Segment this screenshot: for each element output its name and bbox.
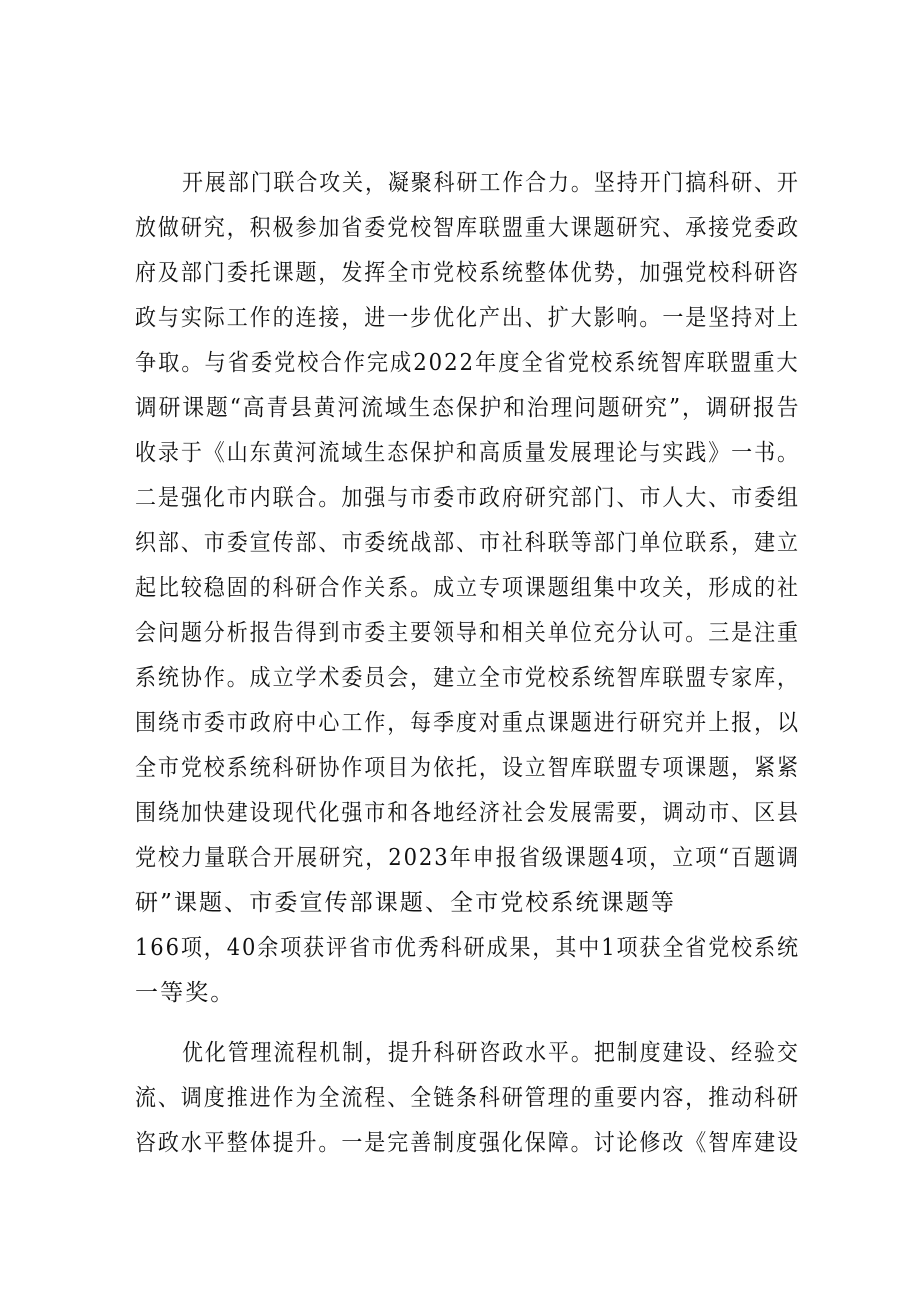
text-line: 二是强化市内联合。加强与市委市政府研究部门、市人大、市委组 <box>135 485 800 511</box>
text-line: 研”课题、市委宣传部课题、全市党校系统课题等 <box>135 890 676 916</box>
text-line: 调研课题“高青县黄河流域生态保护和治理问题研究”，调研报告 <box>135 395 801 421</box>
text-line: 流、调度推进作为全流程、全链条科研管理的重要内容，推动科研 <box>135 1085 800 1111</box>
text-line: 围绕加快建设现代化强市和各地经济社会发展需要，调动市、区县 <box>135 800 800 826</box>
text-line: 起比较稳固的科研合作关系。成立专项课题组集中攻关，形成的社 <box>135 575 800 601</box>
text-line: 系统协作。成立学术委员会，建立全市党校系统智库联盟专家库， <box>135 665 800 691</box>
text-line: 收录于《山东黄河流域生态保护和高质量发展理论与实践》一书。 <box>135 440 800 466</box>
text-line: 政与实际工作的连接，进一步优化产出、扩大影响。一是坚持对上 <box>135 305 800 331</box>
text-line: 全市党校系统科研协作项目为依托，设立智库联盟专项课题，紧紧 <box>135 755 800 781</box>
text-line: 党校力量联合开展研究，2023年申报省级课题4项，立项“百题调 <box>135 845 800 871</box>
text-line: 会问题分析报告得到市委主要领导和相关单位充分认可。三是注重 <box>135 620 800 646</box>
text-line: 争取。与省委党校合作完成2022年度全省党校系统智库联盟重大 <box>135 350 800 376</box>
text-line: 围绕市委市政府中心工作，每季度对重点课题进行研究并上报，以 <box>135 710 800 736</box>
text-line: 一等奖。 <box>135 980 236 1006</box>
text-line: 166项，40余项获评省市优秀科研成果，其中1项获全省党校系统 <box>135 935 800 961</box>
text-line: 咨政水平整体提升。一是完善制度强化保障。讨论修改《智库建设 <box>135 1130 800 1156</box>
text-line: 织部、市委宣传部、市委统战部、市社科联等部门单位联系，建立 <box>135 530 800 556</box>
text-line: 府及部门委托课题，发挥全市党校系统整体优势，加强党校科研咨 <box>135 260 800 286</box>
text-line: 开展部门联合攻关，凝聚科研工作合力。坚持开门搞科研、开 <box>182 170 800 196</box>
text-line: 优化管理流程机制，提升科研咨政水平。把制度建设、经验交 <box>182 1040 800 1066</box>
text-line: 放做研究，积极参加省委党校智库联盟重大课题研究、承接党委政 <box>135 215 800 241</box>
